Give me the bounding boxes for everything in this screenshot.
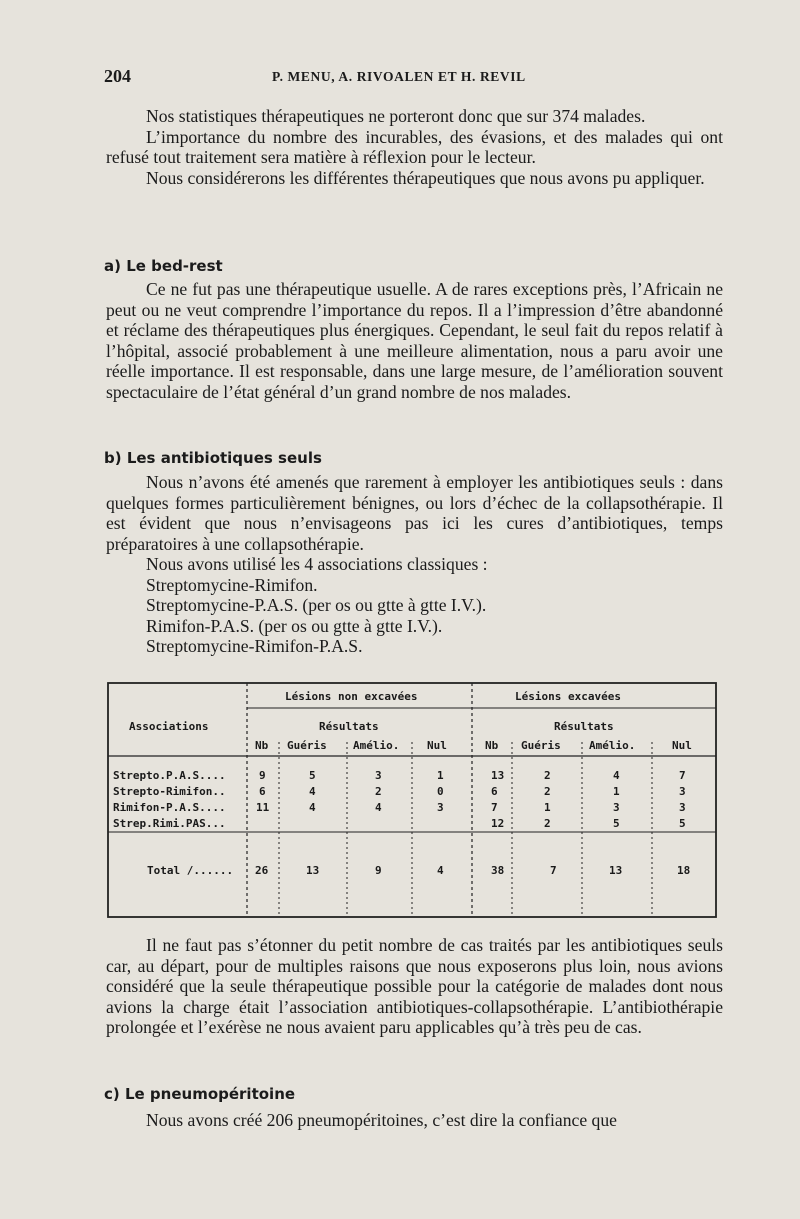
running-head: P. MENU, A. RIVOALEN ET H. REVIL bbox=[272, 69, 526, 84]
col-header-gueris: Guéris bbox=[287, 739, 327, 752]
total-value: 26 bbox=[255, 864, 269, 877]
intro-paragraph-2: L’importance du nombre des incurables, des évasions, et des malades qui ont refusé tout traitement sera matière à réflexion pour le lecteur. bbox=[106, 126, 723, 167]
association-list-item: Streptomycine-P.A.S. (per os ou gtte à gtte I.V.). bbox=[146, 595, 487, 615]
cell-value: 11 bbox=[256, 801, 270, 814]
total-value: 13 bbox=[609, 864, 623, 877]
total-value: 9 bbox=[375, 864, 382, 877]
col-header-amelio: Amélio. bbox=[353, 739, 400, 752]
col-header-nb: Nb bbox=[485, 739, 499, 752]
intro-paragraph-1: Nos statistiques thérapeutiques ne porteront donc que sur 374 malades. bbox=[146, 106, 646, 126]
results-table bbox=[107, 682, 717, 918]
cell-value: 3 bbox=[679, 801, 686, 814]
cell-value: 3 bbox=[437, 801, 444, 814]
section-c-heading: c) Le pneumopéritoine bbox=[104, 1085, 296, 1103]
cell-value: 5 bbox=[309, 769, 316, 782]
total-value: 38 bbox=[491, 864, 505, 877]
cell-value: 1 bbox=[437, 769, 444, 782]
association-list-item: Streptomycine-Rimifon. bbox=[146, 574, 318, 595]
after-table-paragraph: Il ne faut pas s’étonner du petit nombre de cas traités par les antibiotiques seuls car, au départ, pour de multiples raisons que nous exposerons plus loin, nous avions considéré que la seule thérapeutique possible pour la catégorie de malades dont nous avions la charge était l’association antibiotiques-collapsothérapie. L’antibiothérapie prolongée et l’exérèse ne nous avaient paru applicables qu’à très peu de cas. bbox=[106, 935, 723, 1037]
cell-value: 3 bbox=[613, 801, 620, 814]
section-b-text bbox=[106, 472, 723, 657]
cell-value: 7 bbox=[491, 801, 498, 814]
intro-text bbox=[106, 106, 723, 188]
resultats-label: Résultats bbox=[554, 720, 614, 733]
group-header-non-excavees: Lésions non excavées bbox=[285, 690, 418, 703]
cell-value: 2 bbox=[544, 817, 551, 830]
cell-value: 4 bbox=[309, 785, 316, 798]
cell-value: 5 bbox=[613, 817, 620, 830]
intro-paragraph-3: Nous considérerons les différentes thérapeutiques que nous avons pu appliquer. bbox=[146, 167, 705, 188]
group-header-excavees: Lésions excavées bbox=[515, 690, 621, 703]
row-label: Rimifon-P.A.S.... bbox=[113, 801, 226, 814]
page-number: 204 bbox=[104, 66, 131, 86]
cell-value: 6 bbox=[259, 785, 266, 798]
cell-value: 5 bbox=[679, 817, 686, 830]
cell-value: 1 bbox=[613, 785, 620, 798]
total-value: 4 bbox=[437, 864, 444, 877]
col-header-nul: Nul bbox=[427, 739, 447, 752]
row-label: Strepto-Rimifon.. bbox=[113, 785, 226, 798]
table-rules bbox=[107, 682, 717, 918]
cell-value: 0 bbox=[437, 785, 444, 798]
total-label: Total /...... bbox=[147, 864, 234, 877]
cell-value: 3 bbox=[375, 769, 382, 782]
cell-value: 4 bbox=[309, 801, 316, 814]
cell-value: 13 bbox=[491, 769, 505, 782]
cell-value: 9 bbox=[259, 769, 266, 782]
cell-value: 2 bbox=[375, 785, 382, 798]
page-header bbox=[104, 66, 724, 88]
section-c-paragraph: Nous avons créé 206 pneumopéritoines, c’est dire la confiance que bbox=[146, 1110, 617, 1130]
row-label: Strep.Rimi.PAS... bbox=[113, 817, 226, 830]
cell-value: 6 bbox=[491, 785, 498, 798]
section-a-text bbox=[106, 279, 723, 402]
cell-value: 1 bbox=[544, 801, 551, 814]
cell-value: 3 bbox=[679, 785, 686, 798]
row-header-label: Associations bbox=[129, 720, 209, 733]
total-value: 18 bbox=[677, 864, 691, 877]
section-b-heading: b) Les antibiotiques seuls bbox=[104, 449, 322, 467]
total-value: 7 bbox=[550, 864, 557, 877]
col-header-nb: Nb bbox=[255, 739, 269, 752]
resultats-label: Résultats bbox=[319, 720, 379, 733]
section-c-text bbox=[106, 1110, 723, 1131]
section-b-paragraph-1: Nous n’avons été amenés que rarement à employer les antibiotiques seuls : dans quelques formes particulièrement bénignes, ou lors d’échec de la collapsothérapie. Il est évident que nous n’envisageons pas ici les cures d’antibiotiques, temps préparatoires à une collapsothérapie. bbox=[106, 472, 723, 554]
col-header-nul: Nul bbox=[672, 739, 692, 752]
section-a-paragraph: Ce ne fut pas une thérapeutique usuelle. A de rares exceptions près, l’Africain ne peut ou ne veut comprendre l’importance du repos. Il a l’impression d’être abandonné et réclame des thérapeutiques plus énergiques. Cependant, le seul fait du repos relatif à l’hôpital, associé probablement à une meilleure alimentation, nous a paru avoir une réelle importance. Il est responsable, dans une large mesure, de l’amélioration souvent spectaculaire de l’état général d’un grand nombre de nos malades. bbox=[106, 279, 723, 402]
cell-value: 2 bbox=[544, 785, 551, 798]
section-a-heading: a) Le bed-rest bbox=[104, 257, 223, 275]
section-b-paragraph-2: Nous avons utilisé les 4 associations classiques : bbox=[146, 554, 488, 574]
cell-value: 4 bbox=[375, 801, 382, 814]
row-label: Strepto.P.A.S.... bbox=[113, 769, 226, 782]
association-list-item: Rimifon-P.A.S. (per os ou gtte à gtte I.V.). bbox=[146, 615, 443, 636]
cell-value: 2 bbox=[544, 769, 551, 782]
cell-value: 12 bbox=[491, 817, 505, 830]
after-table-text bbox=[106, 935, 723, 1038]
col-header-amelio: Amélio. bbox=[589, 739, 636, 752]
table-border bbox=[108, 683, 716, 917]
col-header-gueris: Guéris bbox=[521, 739, 561, 752]
total-value: 13 bbox=[306, 864, 320, 877]
cell-value: 4 bbox=[613, 769, 620, 782]
cell-value: 7 bbox=[679, 769, 686, 782]
association-list-item: Streptomycine-Rimifon-P.A.S. bbox=[146, 636, 363, 656]
